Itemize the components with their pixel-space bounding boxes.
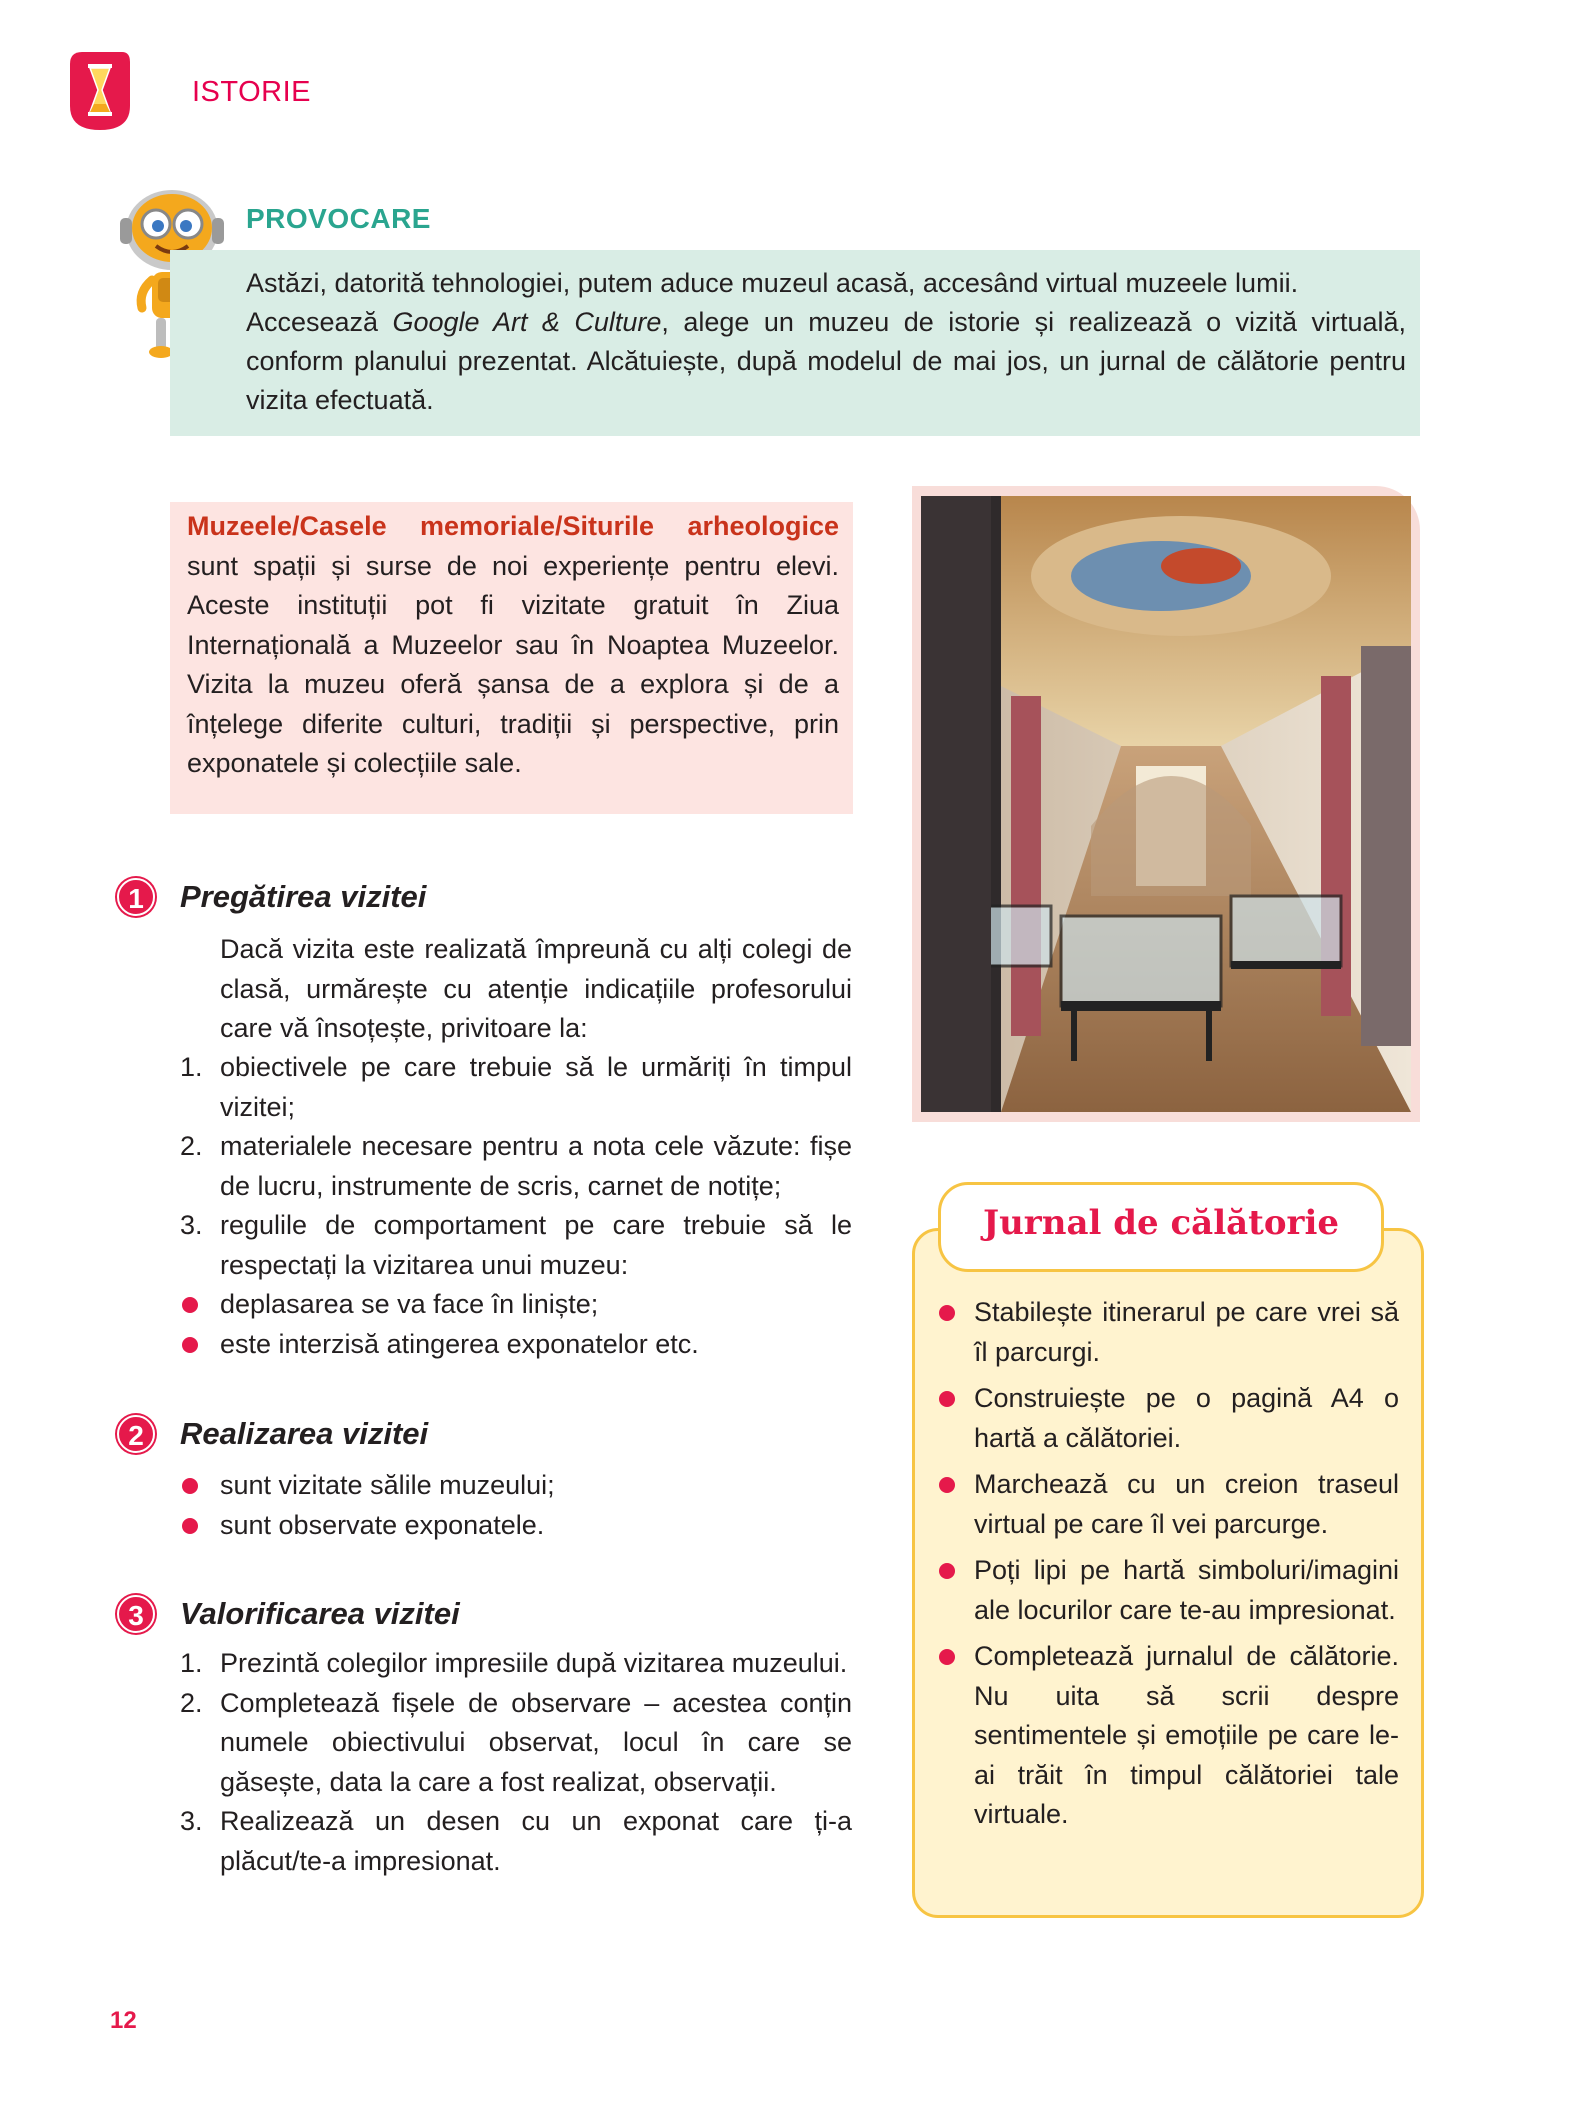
- muzee-title: Muzeele/Casele memoriale/Siturile arheologice: [187, 511, 839, 541]
- jurnal-item-text: Marchează cu un creion traseul virtual pe care îl vei parcurge.: [974, 1469, 1399, 1539]
- section-1-title: Pregătirea vizitei: [180, 879, 427, 914]
- bullet-item: [180, 1285, 852, 1325]
- list-marker: 1.: [180, 1648, 203, 1678]
- bullet-dot-icon: [939, 1391, 955, 1407]
- list-item-text: Realizează un desen cu un exponat care ți-a plăcut/te-a impresionat.: [220, 1806, 852, 1876]
- bullet-dot-icon: [939, 1477, 955, 1493]
- list-item: [180, 1206, 852, 1285]
- list-item: [180, 1684, 852, 1803]
- jurnal-item-text: Completează jurnalul de călătorie. Nu uita să scrii despre sentimentele și emoțiile pe care le-ai trăit în timpul călătoriei tale virtuale.: [974, 1641, 1399, 1829]
- list-item: [180, 1644, 852, 1684]
- jurnal-item: [937, 1379, 1399, 1458]
- jurnal-item: [937, 1551, 1399, 1630]
- muzee-body: sunt spații și surse de noi experiențe pentru elevi. Aceste instituții pot fi vizitate gratuit în Ziua Internațională a Muzeelor sau în Noaptea Muzeelor. Vizita la muzeu oferă șansa de a explora și de a înțelege diferite culturi, tradiții și perspective, prin exponatele și colecțiile sale.: [187, 550, 839, 778]
- list-item: [180, 1802, 852, 1881]
- list-item-text: materialele necesare pentru a nota cele văzute: fișe de lucru, instrumente de scris, carnet de notițe;: [220, 1131, 852, 1201]
- jurnal-item: [937, 1293, 1399, 1372]
- list-item-text: Completează fișele de observare – acestea conțin numele obiectivului observat, locul în care se găsește, data la care a fost realizat, observații.: [220, 1687, 852, 1797]
- section-3-list: [180, 1644, 852, 1881]
- list-item-text: obiectivele pe care trebuie să le urmăriți în timpul vizitei;: [220, 1052, 852, 1122]
- bullet-text: sunt vizitate sălile muzeului;: [220, 1470, 555, 1500]
- list-marker: 1.: [180, 1052, 203, 1082]
- list-item: [180, 1048, 852, 1127]
- jurnal-item: [937, 1465, 1399, 1544]
- bullet-dot-icon: [182, 1518, 198, 1534]
- bullet-text: sunt observate exponatele.: [220, 1509, 545, 1540]
- bullet-text: este interzisă atingerea exponatelor etc.: [220, 1328, 699, 1359]
- bullet-item: [180, 1466, 852, 1506]
- page-number: 12: [110, 2007, 137, 2034]
- section-2-badge: 2: [117, 1415, 155, 1453]
- hourglass-icon: [68, 50, 132, 132]
- section-1-list: [180, 1048, 852, 1364]
- section-3-badge: 3: [117, 1595, 155, 1633]
- jurnal-title: Jurnal de călătorie: [983, 1203, 1339, 1243]
- provocare-text-post: , alege un muzeu de istorie și realizează o vizită virtuală, conform planului prezentat. Alcătuiește, după modelul de mai jos, un jurnal de călătorie pentru vizita efectuată.: [246, 307, 1407, 415]
- section-1-badge: 1: [117, 878, 155, 916]
- provocare-text-pre: Accesează: [246, 307, 393, 337]
- section-2-list: [180, 1466, 852, 1545]
- provocare-label: PROVOCARE: [246, 203, 431, 234]
- provocare-line-1: Astăzi, datorită tehnologiei, putem aduce muzeul acasă, accesând virtual muzeele lumii.: [246, 268, 1299, 298]
- section-1-intro: Dacă vizita este realizată împreună cu alți colegi de clasă, urmărește cu atenție indicațiile profesorului care vă însoțește, privitoare la:: [220, 934, 852, 1043]
- list-marker: 3.: [180, 1210, 203, 1240]
- section-3-title: Valorificarea vizitei: [180, 1596, 460, 1631]
- bullet-dot-icon: [939, 1305, 955, 1321]
- provocare-line-2: [246, 303, 1406, 420]
- bullet-item: [180, 1506, 852, 1546]
- jurnal-item-text: Stabilește itinerarul pe care vrei să îl parcurgi.: [974, 1297, 1399, 1367]
- section-2-title: Realizarea vizitei: [180, 1416, 429, 1451]
- bullet-dot-icon: [939, 1563, 955, 1579]
- bullet-dot-icon: [182, 1478, 198, 1494]
- list-marker: 2.: [180, 1131, 203, 1161]
- muzee-text: [187, 507, 839, 784]
- bullet-text: deplasarea se va face în liniște;: [220, 1289, 599, 1319]
- bullet-dot-icon: [182, 1337, 198, 1353]
- jurnal-item-text: Construiește pe o pagină A4 o hartă a călătoriei.: [974, 1383, 1399, 1453]
- list-item-text: Prezintă colegilor impresiile după vizitarea muzeului.: [220, 1648, 848, 1678]
- list-item-text: regulile de comportament pe care trebuie să le respectați la vizitarea unui muzeu:: [220, 1210, 852, 1280]
- provocare-google-art-culture: Google Art & Culture: [392, 307, 662, 337]
- list-marker: 3.: [180, 1806, 203, 1836]
- bullet-dot-icon: [939, 1649, 955, 1665]
- jurnal-item-text: Poți lipi pe hartă simboluri/imagini ale locurilor care te-au impresionat.: [974, 1555, 1399, 1625]
- jurnal-item: [937, 1637, 1399, 1835]
- subject-title: ISTORIE: [192, 76, 311, 108]
- list-item: [180, 1127, 852, 1206]
- provocare-text: [246, 264, 1406, 420]
- jurnal-list: [937, 1293, 1399, 1842]
- list-marker: 2.: [180, 1687, 203, 1718]
- museum-hall-photo: [921, 496, 1411, 1112]
- bullet-dot-icon: [182, 1297, 198, 1313]
- bullet-item: [180, 1325, 852, 1365]
